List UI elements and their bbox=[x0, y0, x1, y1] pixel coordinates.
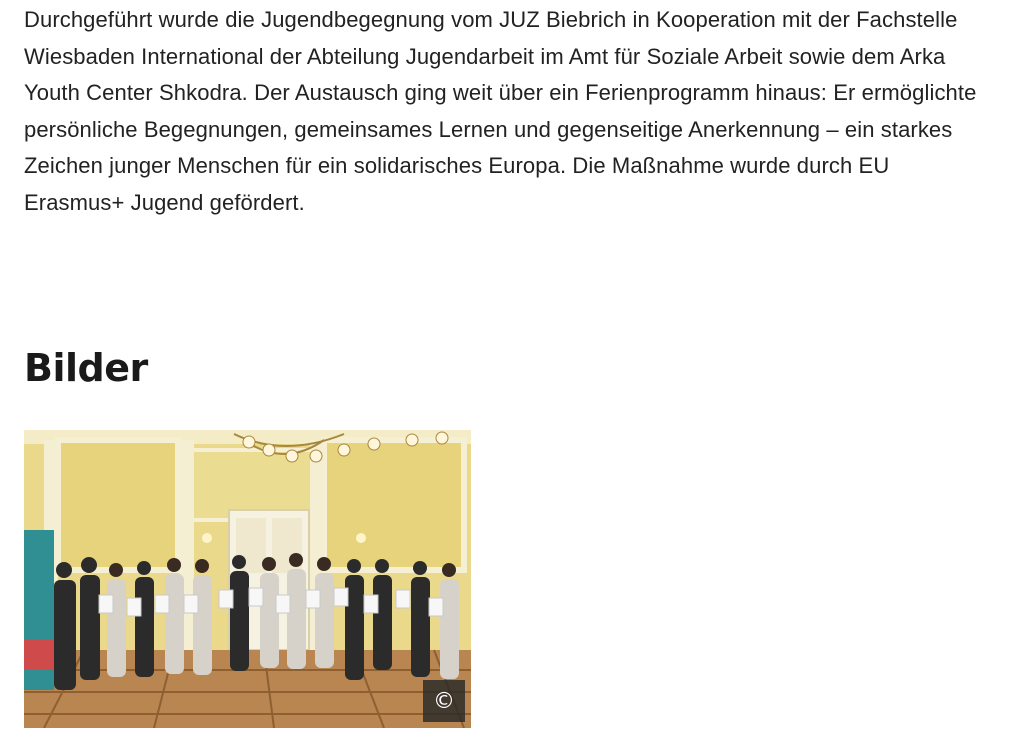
image-gallery bbox=[24, 430, 471, 728]
gallery-photo[interactable] bbox=[24, 430, 471, 728]
gallery-heading: Bilder bbox=[24, 346, 148, 390]
group-photo-image bbox=[24, 430, 471, 728]
copyright-icon[interactable]: © bbox=[423, 680, 465, 722]
article-content bbox=[24, 0, 984, 714]
article-paragraph: Durchgeführt wurde die Jugendbegegnung vom JUZ Biebrich in Kooperation mit der Fachstelle Wiesbaden International der Abteilung Jugendarbeit im Amt für Soziale Arbeit sowie dem Arka Youth Center Shkodra. Der Austausch ging weit über ein Ferienprogramm hinaus: Er ermöglichte persönliche Begegnungen, gemeinsames Lernen und gegenseitige Anerkennung – ein starkes Zeichen junger Menschen für ein solidarisches Europa. Die Maßnahme wurde durch EU Erasmus+ Jugend gefördert. bbox=[24, 7, 977, 215]
